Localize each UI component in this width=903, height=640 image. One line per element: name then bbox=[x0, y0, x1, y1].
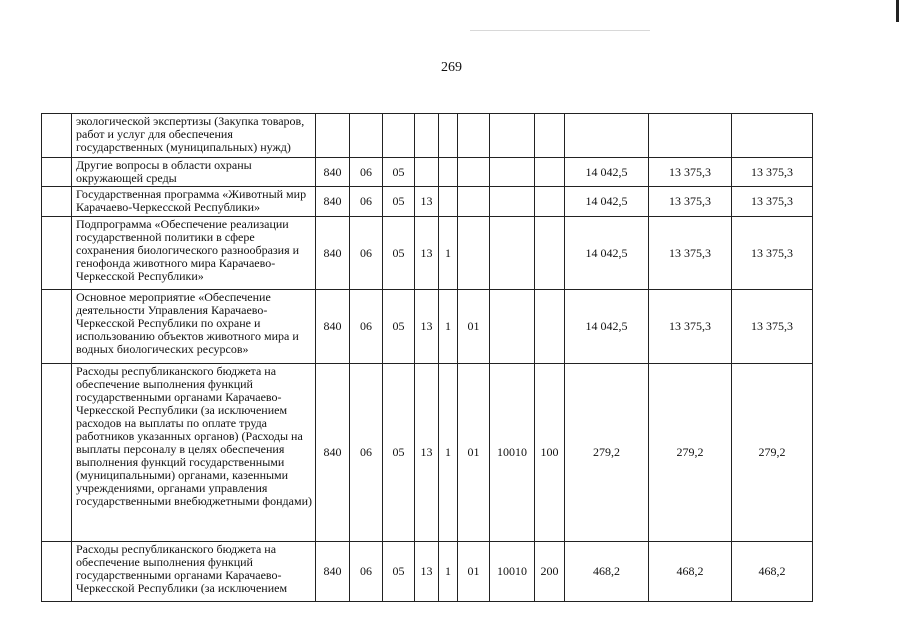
pr-cell: 05 bbox=[383, 187, 415, 217]
expense-type-cell bbox=[535, 290, 565, 364]
pr-cell: 05 bbox=[383, 217, 415, 290]
program-cell: 13 bbox=[415, 290, 439, 364]
row-index-cell bbox=[42, 158, 72, 187]
subprogram-cell bbox=[439, 187, 458, 217]
name-cell: Расходы республиканского бюджета на обеспечение выполнения функций государственными органами Карачаево-Черкесской Республики (за исключением расходов на выплаты по оплате труда работников указанных органов) (Расходы на выплаты персоналу в целях обеспечения выполнения функций государственными (муниципальными) органами, казенными учреждениями, органами управления государственными внебюджетными фондами) bbox=[72, 364, 316, 542]
activity-cell bbox=[458, 114, 490, 158]
grbs-cell: 840 bbox=[316, 542, 350, 602]
name-cell: экологической экспертизы (Закупка товаров, работ и услуг для обеспечения государственных (муниципальных) нужд) bbox=[72, 114, 316, 158]
rz-cell: 06 bbox=[350, 542, 383, 602]
subprogram-cell: 1 bbox=[439, 364, 458, 542]
activity-cell bbox=[458, 187, 490, 217]
amount-year1-cell bbox=[565, 114, 649, 158]
direction-cell: 10010 bbox=[490, 542, 535, 602]
name-cell: Государственная программа «Животный мир Карачаево-Черкесской Республики» bbox=[72, 187, 316, 217]
margin-mark bbox=[896, 0, 899, 22]
program-cell: 13 bbox=[415, 187, 439, 217]
scan-artifact-line bbox=[470, 30, 650, 31]
amount-year2-cell: 13 375,3 bbox=[649, 290, 732, 364]
expense-type-cell bbox=[535, 114, 565, 158]
name-cell: Другие вопросы в области охраны окружающей среды bbox=[72, 158, 316, 187]
table-row bbox=[42, 364, 813, 542]
rz-cell: 06 bbox=[350, 187, 383, 217]
name-cell: Подпрограмма «Обеспечение реализации государственной политики в сфере сохранения биологического разнообразия и генофонда животного мира Карачаево-Черкесской Республики» bbox=[72, 217, 316, 290]
pr-cell: 05 bbox=[383, 290, 415, 364]
table-row bbox=[42, 114, 813, 158]
amount-year3-cell: 13 375,3 bbox=[732, 158, 813, 187]
program-cell: 13 bbox=[415, 364, 439, 542]
amount-year3-cell bbox=[732, 114, 813, 158]
rz-cell: 06 bbox=[350, 364, 383, 542]
row-index-cell bbox=[42, 290, 72, 364]
subprogram-cell: 1 bbox=[439, 217, 458, 290]
table-row bbox=[42, 290, 813, 364]
amount-year3-cell: 13 375,3 bbox=[732, 187, 813, 217]
pr-cell: 05 bbox=[383, 542, 415, 602]
direction-cell bbox=[490, 290, 535, 364]
page-number: 269 bbox=[441, 60, 462, 75]
grbs-cell: 840 bbox=[316, 290, 350, 364]
pr-cell bbox=[383, 114, 415, 158]
subprogram-cell: 1 bbox=[439, 542, 458, 602]
budget-table bbox=[41, 113, 813, 602]
expense-type-cell bbox=[535, 158, 565, 187]
pr-cell: 05 bbox=[383, 364, 415, 542]
activity-cell: 01 bbox=[458, 364, 490, 542]
grbs-cell: 840 bbox=[316, 158, 350, 187]
program-cell: 13 bbox=[415, 217, 439, 290]
row-index-cell bbox=[42, 542, 72, 602]
subprogram-cell bbox=[439, 114, 458, 158]
row-index-cell bbox=[42, 187, 72, 217]
table-row bbox=[42, 217, 813, 290]
program-cell bbox=[415, 114, 439, 158]
program-cell bbox=[415, 158, 439, 187]
amount-year3-cell: 13 375,3 bbox=[732, 217, 813, 290]
direction-cell: 10010 bbox=[490, 364, 535, 542]
pr-cell: 05 bbox=[383, 158, 415, 187]
amount-year1-cell: 468,2 bbox=[565, 542, 649, 602]
direction-cell bbox=[490, 217, 535, 290]
expense-type-cell bbox=[535, 187, 565, 217]
amount-year2-cell: 279,2 bbox=[649, 364, 732, 542]
name-cell: Основное мероприятие «Обеспечение деятельности Управления Карачаево-Черкесской Республики по охране и использованию объектов животного мира и водных биологических ресурсов» bbox=[72, 290, 316, 364]
amount-year1-cell: 14 042,5 bbox=[565, 158, 649, 187]
grbs-cell: 840 bbox=[316, 187, 350, 217]
amount-year3-cell: 468,2 bbox=[732, 542, 813, 602]
subprogram-cell bbox=[439, 158, 458, 187]
expense-type-cell bbox=[535, 217, 565, 290]
rz-cell: 06 bbox=[350, 158, 383, 187]
direction-cell bbox=[490, 187, 535, 217]
grbs-cell: 840 bbox=[316, 364, 350, 542]
rz-cell: 06 bbox=[350, 290, 383, 364]
activity-cell bbox=[458, 217, 490, 290]
program-cell: 13 bbox=[415, 542, 439, 602]
amount-year1-cell: 14 042,5 bbox=[565, 187, 649, 217]
activity-cell bbox=[458, 158, 490, 187]
amount-year1-cell: 14 042,5 bbox=[565, 290, 649, 364]
amount-year1-cell: 14 042,5 bbox=[565, 217, 649, 290]
amount-year3-cell: 279,2 bbox=[732, 364, 813, 542]
rz-cell bbox=[350, 114, 383, 158]
subprogram-cell: 1 bbox=[439, 290, 458, 364]
amount-year2-cell bbox=[649, 114, 732, 158]
amount-year2-cell: 468,2 bbox=[649, 542, 732, 602]
activity-cell: 01 bbox=[458, 290, 490, 364]
table-row bbox=[42, 158, 813, 187]
amount-year1-cell: 279,2 bbox=[565, 364, 649, 542]
row-index-cell bbox=[42, 364, 72, 542]
amount-year2-cell: 13 375,3 bbox=[649, 187, 732, 217]
amount-year2-cell: 13 375,3 bbox=[649, 217, 732, 290]
row-index-cell bbox=[42, 114, 72, 158]
table-row bbox=[42, 187, 813, 217]
name-cell: Расходы республиканского бюджета на обеспечение выполнения функций государственными органами Карачаево-Черкесской Республики (за исключением bbox=[72, 542, 316, 602]
expense-type-cell: 200 bbox=[535, 542, 565, 602]
direction-cell bbox=[490, 114, 535, 158]
direction-cell bbox=[490, 158, 535, 187]
grbs-cell: 840 bbox=[316, 217, 350, 290]
grbs-cell bbox=[316, 114, 350, 158]
table-row bbox=[42, 542, 813, 602]
activity-cell: 01 bbox=[458, 542, 490, 602]
amount-year2-cell: 13 375,3 bbox=[649, 158, 732, 187]
expense-type-cell: 100 bbox=[535, 364, 565, 542]
amount-year3-cell: 13 375,3 bbox=[732, 290, 813, 364]
rz-cell: 06 bbox=[350, 217, 383, 290]
row-index-cell bbox=[42, 217, 72, 290]
